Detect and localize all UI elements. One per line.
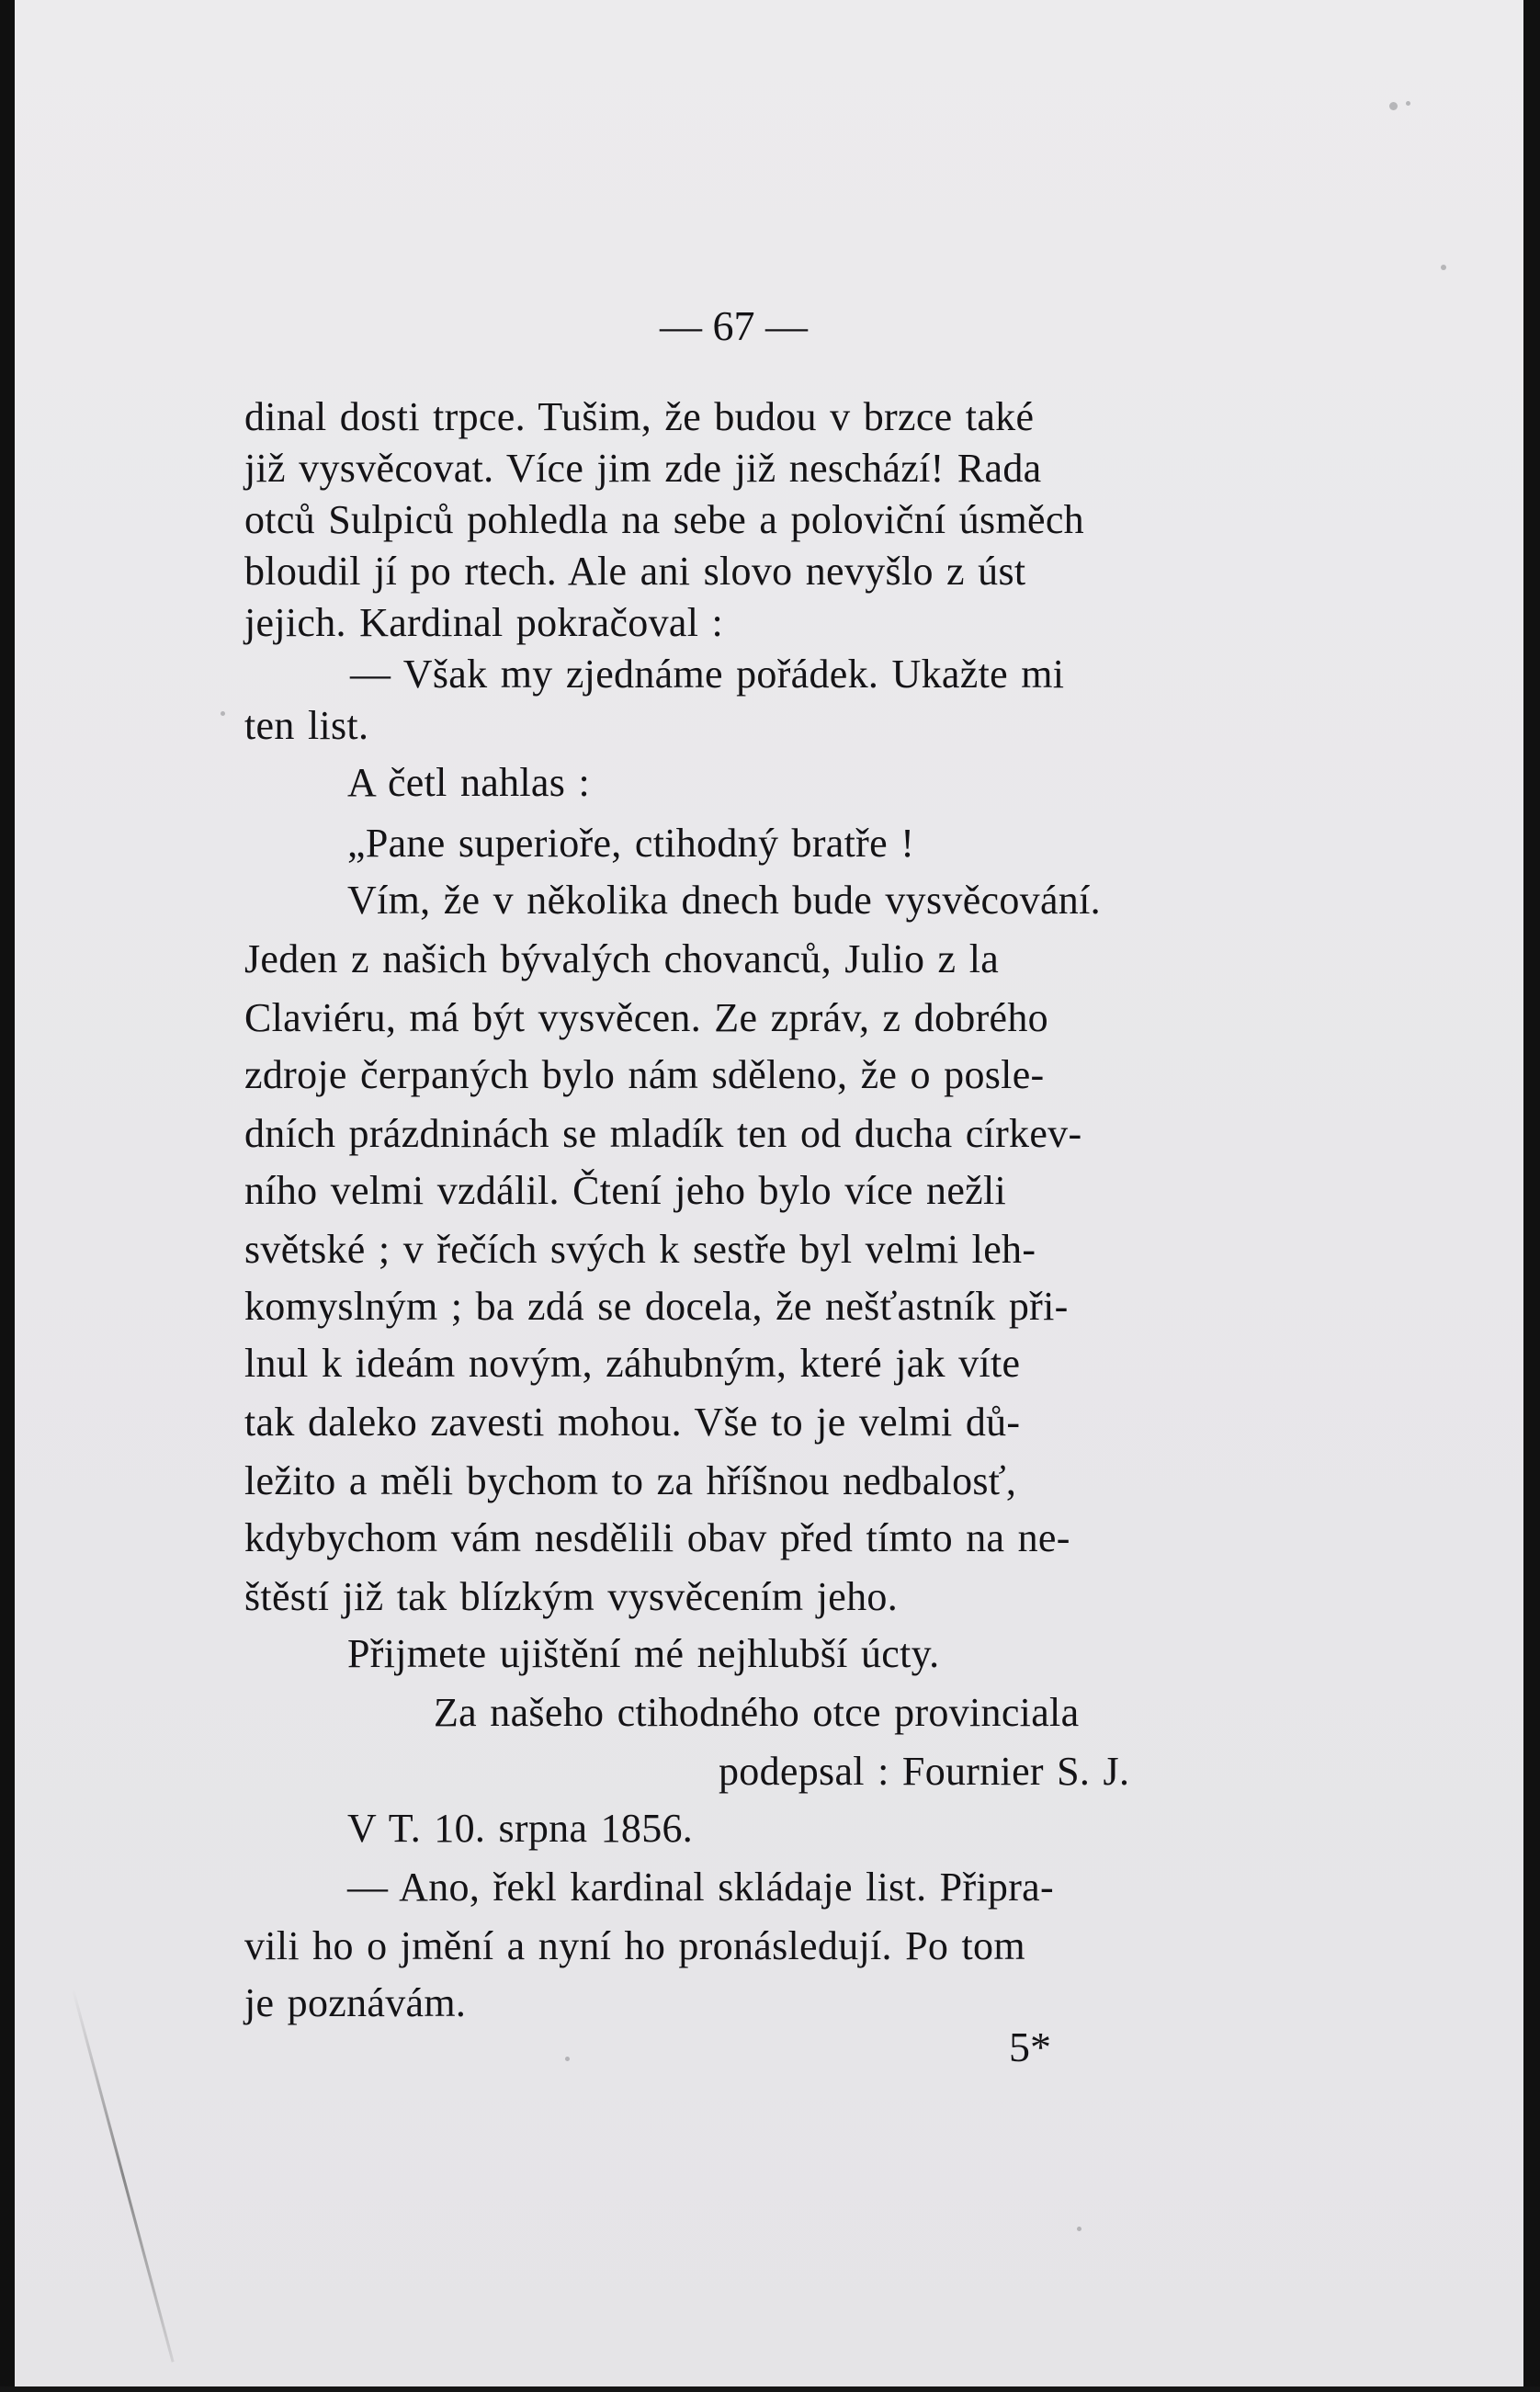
text-line: vili ho o jmění a nyní ho pronásledují. Po tom [244,1923,1025,1968]
text-line: „Pane superioře, ctihodný bratře ! [347,821,915,866]
signature-mark: 5* [1009,2024,1051,2070]
text-line: Vím, že v několika dnech bude vysvěcování. [347,878,1101,923]
text-line: komyslným ; ba zdá se docela, že nešťastník při- [244,1284,1069,1329]
paper-speck [1077,2227,1081,2231]
text-line: otců Sulpiců pohledla na sebe a poloviční úsměch [244,497,1084,542]
text-line: kdybychom vám nesdělili obav před tímto na ne- [244,1515,1070,1560]
text-line: bloudil jí po rtech. Ale ani slovo nevyšlo z úst [244,549,1026,594]
text-line: lnul k ideám novým, záhubným, které jak víte [244,1341,1021,1386]
paper-speck [1389,102,1398,110]
page-number: — 67 — [660,302,808,349]
text-line: Přijmete ujištění mé nejhlubší úcty. [347,1631,940,1676]
text-line: štěstí již tak blízkým vysvěcením jeho. [244,1574,898,1619]
text-line: již vysvěcovat. Více jim zde již neschází! Rada [244,446,1042,491]
text-line: zdroje čerpaných bylo nám sděleno, že o posle- [244,1052,1045,1097]
right-scan-border [1523,0,1540,2392]
text-line: ten list. [244,703,369,748]
text-line: podepsal : Fournier S. J. [719,1749,1130,1794]
text-line: V T. 10. srpna 1856. [347,1806,694,1851]
text-line: dinal dosti trpce. Tušim, že budou v brzce také [244,394,1035,439]
text-line: ležito a měli bychom to za hříšnou nedbalosť, [244,1458,1017,1503]
paper-speck [1406,101,1410,106]
text-line: A četl nahlas : [347,760,590,805]
paper-scratch [72,1989,175,2362]
text-line: světské ; v řečích svých k sestře byl velmi leh- [244,1227,1036,1272]
text-line: je poznávám. [244,1980,467,2025]
text-line: Jeden z našich bývalých chovanců, Julio z la [244,936,1000,981]
text-line: Claviéru, má být vysvěcen. Ze zpráv, z dobrého [244,995,1048,1040]
left-scan-border [0,0,15,2392]
paper-speck [565,2057,570,2061]
text-line: ního velmi vzdálil. Čtení jeho bylo více nežli [244,1168,1007,1213]
text-line: — Ano, řekl kardinal skládaje list. Připra- [347,1865,1054,1910]
paper-speck [1441,265,1446,270]
text-line: jejich. Kardinal pokračoval : [244,600,724,645]
bottom-scan-border [0,2386,1540,2392]
text-line: tak daleko zavesti mohou. Vše to je velmi dů- [244,1400,1021,1445]
paper-speck [221,711,225,716]
text-line: dních prázdninách se mladík ten od ducha církev- [244,1111,1082,1156]
text-line: — Však my zjednáme pořádek. Ukažte mi [350,652,1065,697]
text-line: Za našeho ctihodného otce provinciala [434,1690,1080,1735]
